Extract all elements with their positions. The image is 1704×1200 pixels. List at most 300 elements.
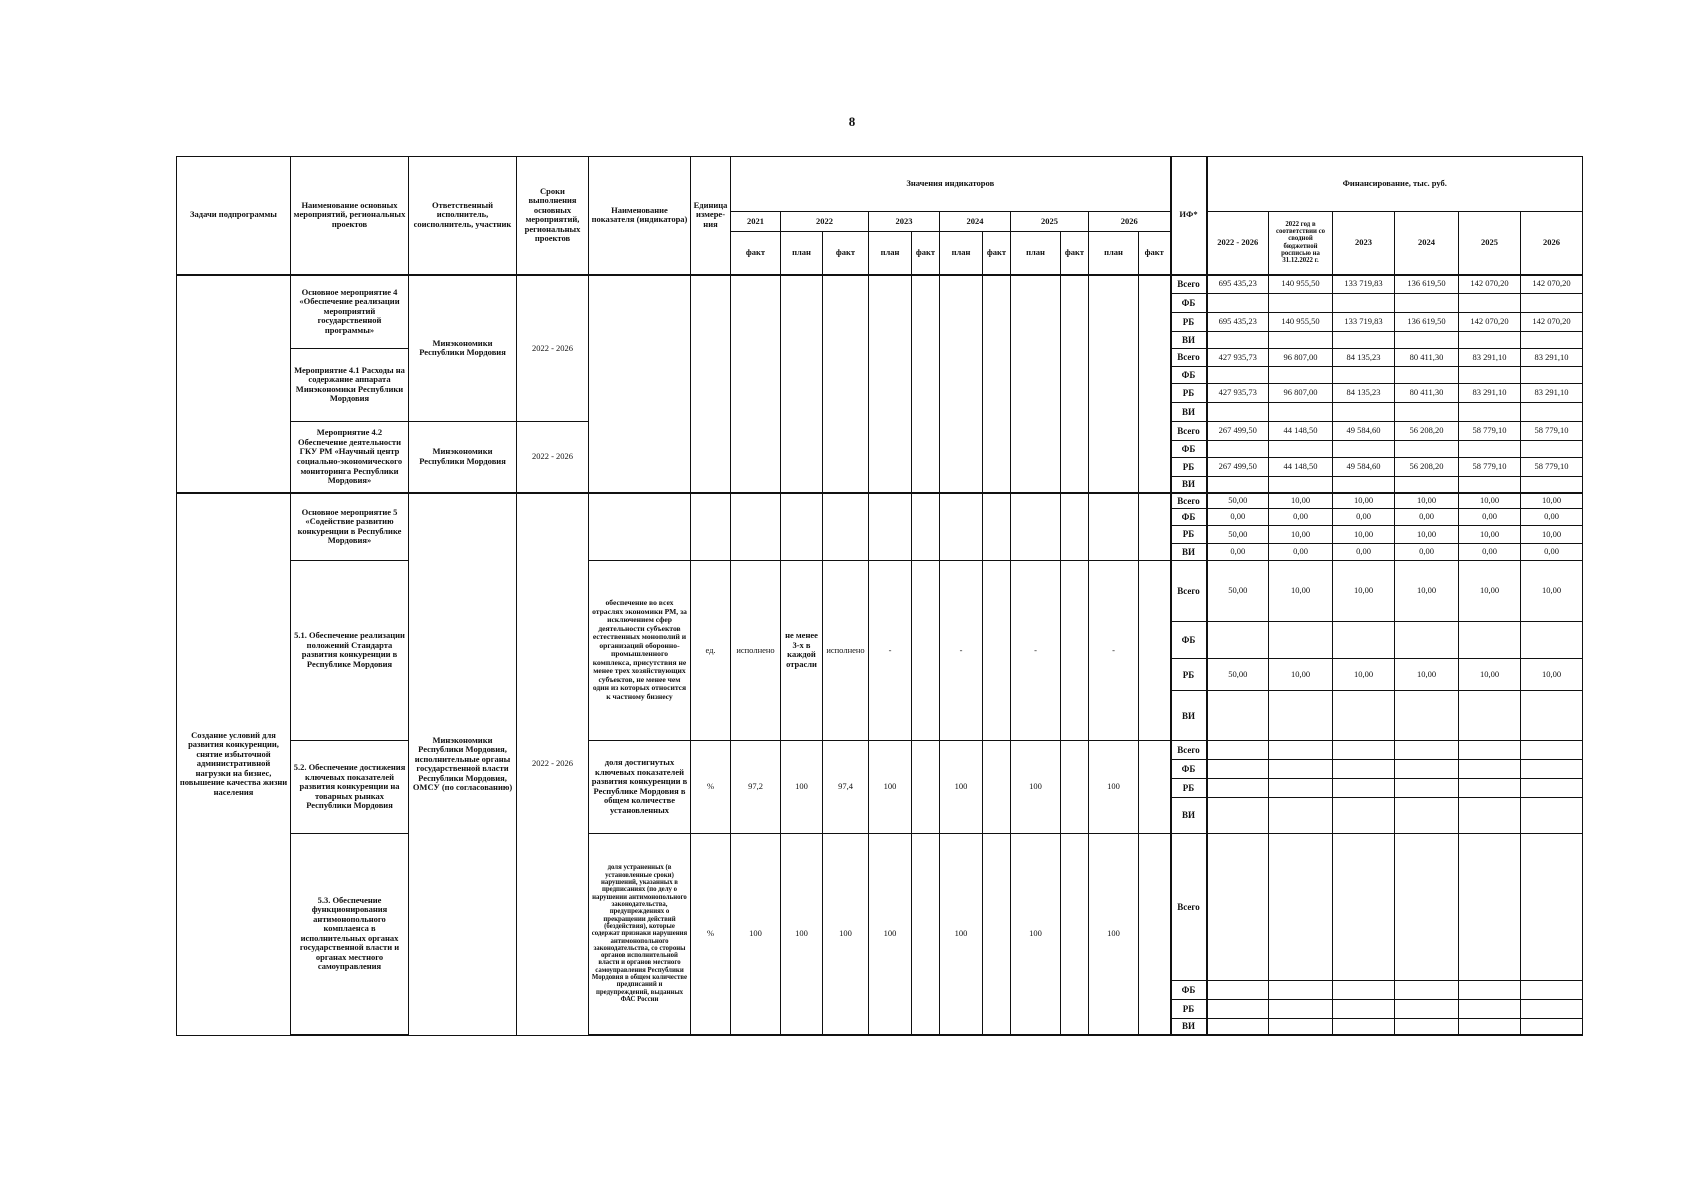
fin-cell: 58 779,10 — [1459, 457, 1521, 476]
header-indicator: Наименование показателя (индикатора) — [589, 157, 691, 275]
fin-cell — [1207, 367, 1269, 384]
fin-cell: 0,00 — [1269, 543, 1333, 560]
fin-cell — [1521, 293, 1583, 312]
indicator-value: 100 — [1089, 833, 1139, 1035]
fin-cell — [1207, 779, 1269, 798]
empty-cell — [823, 493, 869, 560]
source-label: ВИ — [1171, 403, 1207, 422]
unit-cell-empty — [691, 275, 731, 493]
fin-cell: 50,00 — [1207, 560, 1269, 621]
table-row — [177, 741, 1583, 760]
fin-cell: 50,00 — [1207, 659, 1269, 691]
indicator-value — [1139, 741, 1171, 833]
indicator-value — [912, 560, 940, 741]
fin-cell — [1459, 367, 1521, 384]
header-fin-2022-2026: 2022 - 2026 — [1207, 212, 1269, 275]
fin-cell — [1333, 440, 1395, 457]
empty-cell — [1011, 493, 1061, 560]
header-financing-group: Финансирование, тыс. руб. — [1207, 157, 1583, 212]
fin-cell — [1395, 999, 1459, 1018]
fin-cell: 10,00 — [1395, 493, 1459, 509]
fin-cell — [1521, 403, 1583, 422]
fin-cell — [1333, 980, 1395, 999]
fin-cell — [1395, 980, 1459, 999]
source-label: РБ — [1171, 384, 1207, 403]
indicator-cell: доля достигнутых ключевых показателей развития конкуренции в Республике Мордовия в общем количестве установленных — [589, 741, 691, 833]
fin-cell — [1269, 293, 1333, 312]
header-indicators-group: Значения индикаторов — [731, 157, 1171, 212]
empty-cell — [1061, 493, 1089, 560]
fin-cell: 56 208,20 — [1395, 422, 1459, 441]
indicator-value: 100 — [869, 833, 912, 1035]
table-row — [177, 493, 1583, 509]
fin-cell: 10,00 — [1459, 560, 1521, 621]
indicator-value: 100 — [781, 833, 823, 1035]
fin-cell: 10,00 — [1333, 659, 1395, 691]
source-label: ВИ — [1171, 543, 1207, 560]
header-plan: план — [1011, 232, 1061, 275]
fin-cell — [1269, 440, 1333, 457]
indicator-value — [983, 741, 1011, 833]
fin-cell: 0,00 — [1207, 543, 1269, 560]
fin-cell — [1459, 779, 1521, 798]
fin-cell: 142 070,20 — [1459, 312, 1521, 331]
fin-cell — [1395, 367, 1459, 384]
fin-cell — [1521, 476, 1583, 493]
empty-cell — [1011, 275, 1061, 493]
header-fact: факт — [912, 232, 940, 275]
source-label: ВИ — [1171, 331, 1207, 348]
measure-name-5-1: 5.1. Обеспечение реализации положений Стандарта развития конкуренции в Республике Мордовия — [291, 560, 409, 741]
fin-cell — [1333, 741, 1395, 760]
fin-cell — [1333, 999, 1395, 1018]
fin-cell — [1395, 331, 1459, 348]
fin-cell — [1269, 980, 1333, 999]
fin-cell — [1269, 621, 1333, 659]
indicator-value — [912, 741, 940, 833]
term-cell: 2022 - 2026 — [517, 275, 589, 422]
fin-cell: 136 619,50 — [1395, 312, 1459, 331]
fin-cell: 96 807,00 — [1269, 348, 1333, 367]
header-year-2021: 2021 — [731, 212, 781, 232]
fin-cell: 49 584,60 — [1333, 422, 1395, 441]
fin-cell — [1207, 833, 1269, 980]
fin-cell: 10,00 — [1395, 560, 1459, 621]
source-label: Всего — [1171, 741, 1207, 760]
page-number: 8 — [848, 114, 856, 129]
fin-cell — [1333, 293, 1395, 312]
fin-cell — [1395, 440, 1459, 457]
source-label: Всего — [1171, 275, 1207, 294]
fin-cell — [1395, 1018, 1459, 1035]
source-label: ФБ — [1171, 367, 1207, 384]
indicator-value: 100 — [1089, 741, 1139, 833]
fin-cell — [1521, 779, 1583, 798]
fin-cell — [1459, 833, 1521, 980]
fin-cell: 136 619,50 — [1395, 275, 1459, 294]
header-fin-2026: 2026 — [1521, 212, 1583, 275]
fin-cell: 58 779,10 — [1521, 457, 1583, 476]
source-label: РБ — [1171, 659, 1207, 691]
empty-cell — [781, 275, 823, 493]
fin-cell — [1395, 690, 1459, 740]
header-plan: план — [1089, 232, 1139, 275]
term-cell: 2022 - 2026 — [517, 493, 589, 1035]
fin-cell — [1395, 293, 1459, 312]
header-fact: факт — [823, 232, 869, 275]
indicator-value: - — [869, 560, 912, 741]
empty-cell — [731, 275, 781, 493]
task-cell: Создание условий для развития конкуренции, снятие избыточной административной нагрузки на бизнес, повышение качества жизни населения — [177, 493, 291, 1035]
source-label: ВИ — [1171, 476, 1207, 493]
fin-cell — [1269, 779, 1333, 798]
fin-cell — [1207, 741, 1269, 760]
fin-cell — [1459, 293, 1521, 312]
fin-cell — [1459, 331, 1521, 348]
fin-cell: 56 208,20 — [1395, 457, 1459, 476]
fin-cell: 10,00 — [1269, 659, 1333, 691]
fin-cell — [1269, 741, 1333, 760]
fin-cell: 10,00 — [1395, 659, 1459, 691]
fin-cell — [1269, 760, 1333, 779]
fin-cell — [1459, 999, 1521, 1018]
empty-cell — [823, 275, 869, 493]
indicator-value — [1061, 560, 1089, 741]
unit-cell: ед. — [691, 560, 731, 741]
source-label: Всего — [1171, 493, 1207, 509]
source-label: РБ — [1171, 312, 1207, 331]
fin-cell: 695 435,23 — [1207, 275, 1269, 294]
table-row — [177, 833, 1583, 980]
indicator-cell: обеспечение во всех отраслях экономики РМ, за исключением сфер деятельности субъектов естественных монополий и организаций оборонно-промышленного комплекса, присутствия не менее трех хозяйствующих субъектов, не менее чем один из которых относится к частному бизнесу — [589, 560, 691, 741]
header-unit: Единица измере-ния — [691, 157, 731, 275]
source-label: Всего — [1171, 560, 1207, 621]
empty-cell — [1139, 275, 1171, 493]
fin-cell: 10,00 — [1269, 525, 1333, 543]
fin-cell: 427 935,73 — [1207, 348, 1269, 367]
fin-cell — [1521, 797, 1583, 833]
fin-cell: 84 135,23 — [1333, 384, 1395, 403]
fin-cell: 83 291,10 — [1459, 348, 1521, 367]
fin-cell — [1333, 797, 1395, 833]
fin-cell: 0,00 — [1521, 543, 1583, 560]
fin-cell: 267 499,50 — [1207, 422, 1269, 441]
fin-cell — [1459, 980, 1521, 999]
header-year-2025: 2025 — [1011, 212, 1089, 232]
fin-cell — [1459, 476, 1521, 493]
header-fin-2023: 2023 — [1333, 212, 1395, 275]
unit-cell: % — [691, 741, 731, 833]
fin-cell — [1459, 690, 1521, 740]
fin-cell — [1459, 760, 1521, 779]
empty-cell — [940, 275, 983, 493]
indicator-value — [1061, 833, 1089, 1035]
fin-cell — [1521, 999, 1583, 1018]
empty-cell — [912, 275, 940, 493]
fin-cell: 58 779,10 — [1521, 422, 1583, 441]
source-label: ВИ — [1171, 690, 1207, 740]
fin-cell: 50,00 — [1207, 525, 1269, 543]
fin-cell — [1395, 779, 1459, 798]
indicator-cell-empty — [589, 275, 691, 493]
fin-cell — [1521, 367, 1583, 384]
header-year-2024: 2024 — [940, 212, 1011, 232]
fin-cell: 142 070,20 — [1459, 275, 1521, 294]
header-if: ИФ* — [1171, 157, 1207, 275]
header-fin-2024: 2024 — [1395, 212, 1459, 275]
empty-cell — [912, 493, 940, 560]
header-executor: Ответственный исполнитель, соисполнитель, участник — [409, 157, 517, 275]
fin-cell: 0,00 — [1395, 509, 1459, 526]
header-year-2022: 2022 — [781, 212, 869, 232]
empty-cell — [983, 275, 1011, 493]
measure-name-5: Основное мероприятие 5 «Содействие развитию конкуренции в Республике Мордовия» — [291, 493, 409, 560]
fin-cell — [1269, 403, 1333, 422]
source-label: ВИ — [1171, 1018, 1207, 1035]
executor-cell: Минэкономики Республики Мордовия, исполнительные органы государственной власти Республики Мордовия, ОМСУ (по согласованию) — [409, 493, 517, 1035]
empty-cell — [691, 493, 731, 560]
indicator-value: 100 — [940, 741, 983, 833]
fin-cell: 83 291,10 — [1459, 384, 1521, 403]
empty-cell — [731, 493, 781, 560]
indicator-value: 97,2 — [731, 741, 781, 833]
fin-cell: 10,00 — [1521, 560, 1583, 621]
executor-cell: Минэкономики Республики Мордовия — [409, 422, 517, 493]
fin-cell: 10,00 — [1333, 560, 1395, 621]
header-task: Задачи подпрограммы — [177, 157, 291, 275]
source-label: Всего — [1171, 833, 1207, 980]
fin-cell: 58 779,10 — [1459, 422, 1521, 441]
fin-cell — [1459, 1018, 1521, 1035]
fin-cell — [1395, 621, 1459, 659]
fin-cell: 142 070,20 — [1521, 275, 1583, 294]
fin-cell: 80 411,30 — [1395, 348, 1459, 367]
fin-cell: 10,00 — [1521, 659, 1583, 691]
fin-cell: 10,00 — [1521, 525, 1583, 543]
header-year-2023: 2023 — [869, 212, 940, 232]
indicator-value: не менее 3-х в каждой отрасли — [781, 560, 823, 741]
fin-cell — [1269, 367, 1333, 384]
fin-cell: 10,00 — [1459, 493, 1521, 509]
indicator-value: - — [1089, 560, 1139, 741]
fin-cell: 0,00 — [1395, 543, 1459, 560]
fin-cell — [1207, 1018, 1269, 1035]
unit-cell: % — [691, 833, 731, 1035]
fin-cell: 10,00 — [1459, 525, 1521, 543]
indicator-value: исполнено — [731, 560, 781, 741]
indicator-value: 97,4 — [823, 741, 869, 833]
indicator-value — [1061, 741, 1089, 833]
empty-cell — [1139, 493, 1171, 560]
fin-cell — [1207, 999, 1269, 1018]
header-terms: Сроки выполнения основных мероприятий, региональных проектов — [517, 157, 589, 275]
fin-cell — [1333, 367, 1395, 384]
measure-name-4: Основное мероприятие 4 «Обеспечение реализации мероприятий государственной программы» — [291, 275, 409, 349]
indicator-value — [1139, 560, 1171, 741]
executor-cell: Минэкономики Республики Мордовия — [409, 275, 517, 422]
indicator-value: 100 — [731, 833, 781, 1035]
header-fin-2025: 2025 — [1459, 212, 1521, 275]
source-label: ФБ — [1171, 440, 1207, 457]
fin-cell — [1459, 621, 1521, 659]
fin-cell — [1269, 690, 1333, 740]
fin-cell: 142 070,20 — [1521, 312, 1583, 331]
fin-cell: 427 935,73 — [1207, 384, 1269, 403]
fin-cell — [1521, 760, 1583, 779]
fin-cell — [1333, 760, 1395, 779]
fin-cell: 10,00 — [1395, 525, 1459, 543]
fin-cell — [1521, 331, 1583, 348]
fin-cell — [1207, 980, 1269, 999]
source-label: РБ — [1171, 457, 1207, 476]
fin-cell — [1207, 293, 1269, 312]
fin-cell: 50,00 — [1207, 493, 1269, 509]
task-cell-empty — [177, 275, 291, 493]
program-measures-table — [176, 156, 1583, 1036]
fin-cell: 10,00 — [1269, 560, 1333, 621]
indicator-value: 100 — [940, 833, 983, 1035]
source-label: ФБ — [1171, 293, 1207, 312]
fin-cell — [1459, 741, 1521, 760]
fin-cell — [1521, 621, 1583, 659]
fin-cell: 80 411,30 — [1395, 384, 1459, 403]
source-label: ФБ — [1171, 509, 1207, 526]
indicator-value — [912, 833, 940, 1035]
fin-cell: 267 499,50 — [1207, 457, 1269, 476]
header-fact: факт — [1061, 232, 1089, 275]
indicator-value: - — [1011, 560, 1061, 741]
measure-name-4-2: Мероприятие 4.2 Обеспечение деятельности ГКУ РМ «Научный центр социально-экономического мониторинга Республики Мордовия» — [291, 422, 409, 493]
fin-cell: 0,00 — [1269, 509, 1333, 526]
fin-cell — [1459, 440, 1521, 457]
source-label: РБ — [1171, 525, 1207, 543]
fin-cell: 695 435,23 — [1207, 312, 1269, 331]
fin-cell: 133 719,83 — [1333, 312, 1395, 331]
fin-cell — [1269, 1018, 1333, 1035]
fin-cell — [1207, 760, 1269, 779]
empty-cell — [589, 493, 691, 560]
empty-cell — [1061, 275, 1089, 493]
measure-name-5-2: 5.2. Обеспечение достижения ключевых показателей развития конкуренции на товарных рынках Республики Мордовия — [291, 741, 409, 833]
header-plan: план — [940, 232, 983, 275]
fin-cell — [1395, 403, 1459, 422]
indicator-value: - — [940, 560, 983, 741]
empty-cell — [869, 275, 912, 493]
fin-cell: 0,00 — [1459, 543, 1521, 560]
fin-cell — [1333, 476, 1395, 493]
fin-cell: 0,00 — [1207, 509, 1269, 526]
header-year-2026: 2026 — [1089, 212, 1171, 232]
fin-cell — [1207, 440, 1269, 457]
empty-cell — [1089, 493, 1139, 560]
header-plan: план — [869, 232, 912, 275]
source-label: РБ — [1171, 999, 1207, 1018]
indicator-value — [1139, 833, 1171, 1035]
empty-cell — [1089, 275, 1139, 493]
header-fact: факт — [1139, 232, 1171, 275]
fin-cell: 0,00 — [1333, 543, 1395, 560]
indicator-value: исполнено — [823, 560, 869, 741]
fin-cell — [1395, 760, 1459, 779]
fin-cell: 44 148,50 — [1269, 422, 1333, 441]
header-fin-2022-note: 2022 год в соответствии со сводной бюджетной росписью на 31.12.2022 г. — [1269, 212, 1333, 275]
fin-cell — [1207, 476, 1269, 493]
fin-cell: 133 719,83 — [1333, 275, 1395, 294]
header-measure-name: Наименование основных мероприятий, региональных проектов — [291, 157, 409, 275]
fin-cell — [1333, 833, 1395, 980]
fin-cell — [1521, 440, 1583, 457]
fin-cell — [1395, 741, 1459, 760]
indicator-value: 100 — [869, 741, 912, 833]
fin-cell — [1333, 779, 1395, 798]
fin-cell — [1207, 621, 1269, 659]
empty-cell — [983, 493, 1011, 560]
source-label: Всего — [1171, 422, 1207, 441]
header-fact: факт — [731, 232, 781, 275]
measure-name-4-1: Мероприятие 4.1 Расходы на содержание аппарата Минэкономики Республики Мордовия — [291, 348, 409, 422]
fin-cell — [1207, 797, 1269, 833]
fin-cell — [1269, 476, 1333, 493]
measure-name-5-3: 5.3. Обеспечение функционирования антимонопольного комплаенса в исполнительных органах государственной власти и органах местного самоуправления — [291, 833, 409, 1035]
fin-cell: 0,00 — [1459, 509, 1521, 526]
indicator-cell: доля устраненных (в установленные сроки) нарушений, указанных в предписаниях (по делу о нарушении антимонопольного законодательства, предупреждениях о прекращении действий (бездействия), которые содержат признаки нарушения антимонопольного законодательства, со стороны органов исполнительной власти и органов местного самоуправления Республики Мордовия в общем количестве предписаний и предупреждений, выданных ФАС России — [589, 833, 691, 1035]
empty-cell — [940, 493, 983, 560]
fin-cell — [1459, 797, 1521, 833]
header-plan: план — [781, 232, 823, 275]
fin-cell: 140 955,50 — [1269, 312, 1333, 331]
indicator-value: 100 — [823, 833, 869, 1035]
empty-cell — [869, 493, 912, 560]
fin-cell — [1521, 690, 1583, 740]
source-label: Всего — [1171, 348, 1207, 367]
empty-cell — [781, 493, 823, 560]
table-row — [177, 275, 1583, 294]
source-label: РБ — [1171, 779, 1207, 798]
indicator-value: 100 — [781, 741, 823, 833]
header-fact: факт — [983, 232, 1011, 275]
fin-cell — [1521, 833, 1583, 980]
fin-cell — [1395, 797, 1459, 833]
fin-cell — [1395, 833, 1459, 980]
indicator-value — [983, 560, 1011, 741]
fin-cell — [1207, 690, 1269, 740]
fin-cell: 10,00 — [1333, 493, 1395, 509]
fin-cell — [1521, 1018, 1583, 1035]
source-label: ФБ — [1171, 980, 1207, 999]
fin-cell — [1333, 621, 1395, 659]
fin-cell: 10,00 — [1521, 493, 1583, 509]
fin-cell: 83 291,10 — [1521, 348, 1583, 367]
fin-cell — [1333, 1018, 1395, 1035]
fin-cell: 10,00 — [1459, 659, 1521, 691]
fin-cell — [1269, 999, 1333, 1018]
fin-cell: 49 584,60 — [1333, 457, 1395, 476]
indicator-value — [983, 833, 1011, 1035]
indicator-value: 100 — [1011, 833, 1061, 1035]
fin-cell: 0,00 — [1333, 509, 1395, 526]
fin-cell — [1333, 331, 1395, 348]
fin-cell: 140 955,50 — [1269, 275, 1333, 294]
fin-cell — [1521, 980, 1583, 999]
fin-cell: 83 291,10 — [1521, 384, 1583, 403]
fin-cell — [1207, 331, 1269, 348]
fin-cell — [1207, 403, 1269, 422]
fin-cell: 0,00 — [1521, 509, 1583, 526]
fin-cell — [1395, 476, 1459, 493]
fin-cell: 84 135,23 — [1333, 348, 1395, 367]
fin-cell — [1269, 833, 1333, 980]
fin-cell — [1269, 797, 1333, 833]
